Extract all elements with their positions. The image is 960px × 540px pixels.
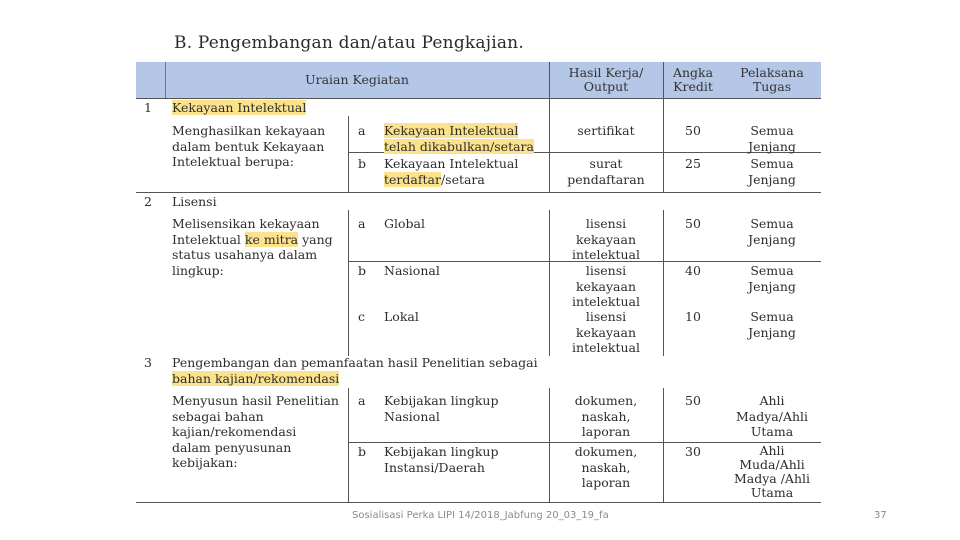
kredit-value: 40: [685, 263, 701, 278]
output-text: dokumen, naskah, laporan: [574, 444, 638, 490]
section-description: Menghasilkan kekayaan dalam bentuk Kekayaan Intelektual berupa:: [172, 123, 326, 169]
page-title: B. Pengembangan dan/atau Pengkajian.: [174, 33, 524, 53]
row-letter: a: [358, 216, 366, 231]
row-letter: a: [358, 393, 366, 408]
row-letter: c: [358, 309, 366, 324]
row-letter: b: [358, 263, 367, 278]
row-letter: a: [358, 123, 366, 138]
pelaksana-text: Semua Jenjang: [748, 123, 796, 154]
pelaksana-text: Semua Jenjang: [748, 309, 796, 340]
rule: [136, 502, 821, 503]
rule: [136, 98, 821, 99]
section-number: 1: [144, 100, 152, 115]
rule: [348, 442, 821, 443]
row-letter: b: [358, 444, 367, 459]
pelaksana-text: Semua Jenjang: [748, 216, 796, 247]
header-divider: [165, 62, 166, 98]
kredit-value: 30: [685, 444, 701, 459]
output-text: surat pendaftaran: [567, 156, 645, 187]
section-heading: Lisensi: [172, 194, 217, 209]
kredit-value: 10: [685, 309, 701, 324]
section-number: 2: [144, 194, 152, 209]
page-number: 37: [874, 510, 887, 521]
header-pelaksana: Pelaksana Tugas: [740, 65, 804, 94]
item-text: Kebijakan lingkup Nasional: [384, 393, 499, 424]
output-text: sertifikat: [577, 123, 635, 138]
header-uraian: Uraian Kegiatan: [305, 72, 409, 87]
pelaksana-text: Ahli Madya/Ahli Utama: [735, 393, 809, 439]
item-text: Kekayaan Intelektual terdaftar/setara: [384, 156, 519, 187]
column-divider: [348, 116, 349, 192]
row-letter: b: [358, 156, 367, 171]
kredit-value: 50: [685, 216, 701, 231]
footer-text: Sosialisasi Perka LIPI 14/2018_Jabfung 20_03_19_fa: [352, 510, 609, 521]
header-angka-kredit: Angka Kredit: [672, 65, 714, 94]
header-hasil-kerja: Hasil Kerja/ Output: [568, 65, 644, 94]
column-divider: [348, 388, 349, 502]
column-divider: [348, 210, 349, 356]
output-text: lisensi kekayaan intelektual: [572, 309, 640, 355]
item-text: Nasional: [384, 263, 440, 278]
output-text: dokumen, naskah, laporan: [574, 393, 638, 439]
kredit-value: 50: [685, 123, 701, 138]
item-text: Lokal: [384, 309, 419, 324]
item-text: Global: [384, 216, 425, 231]
output-text: lisensi kekayaan intelektual: [572, 263, 640, 309]
kredit-value: 50: [685, 393, 701, 408]
column-divider: [663, 210, 664, 356]
item-text: Kekayaan Intelektual telah dikabulkan/setara: [384, 123, 534, 154]
pelaksana-text: Semua Jenjang: [748, 156, 796, 187]
section-description: Melisensikan kekayaan Intelektual ke mitra yang status usahanya dalam lingkup:: [172, 216, 333, 278]
kredit-value: 25: [685, 156, 701, 171]
section-number: 3: [144, 355, 152, 370]
item-text: Kebijakan lingkup Instansi/Daerah: [384, 444, 499, 475]
section-heading: Pengembangan dan pemanfaatan hasil Penelitian sebagai bahan kajian/rekomendasi: [172, 355, 538, 386]
rule: [136, 192, 821, 193]
section-heading: Kekayaan Intelektual: [172, 100, 307, 115]
output-text: lisensi kekayaan intelektual: [572, 216, 640, 262]
pelaksana-text: Ahli Muda/Ahli Madya /Ahli Utama: [733, 443, 811, 500]
section-description: Menyusun hasil Penelitian sebagai bahan kajian/rekomendasi dalam penyusunan kebijakan:: [172, 393, 339, 470]
pelaksana-text: Semua Jenjang: [748, 263, 796, 294]
